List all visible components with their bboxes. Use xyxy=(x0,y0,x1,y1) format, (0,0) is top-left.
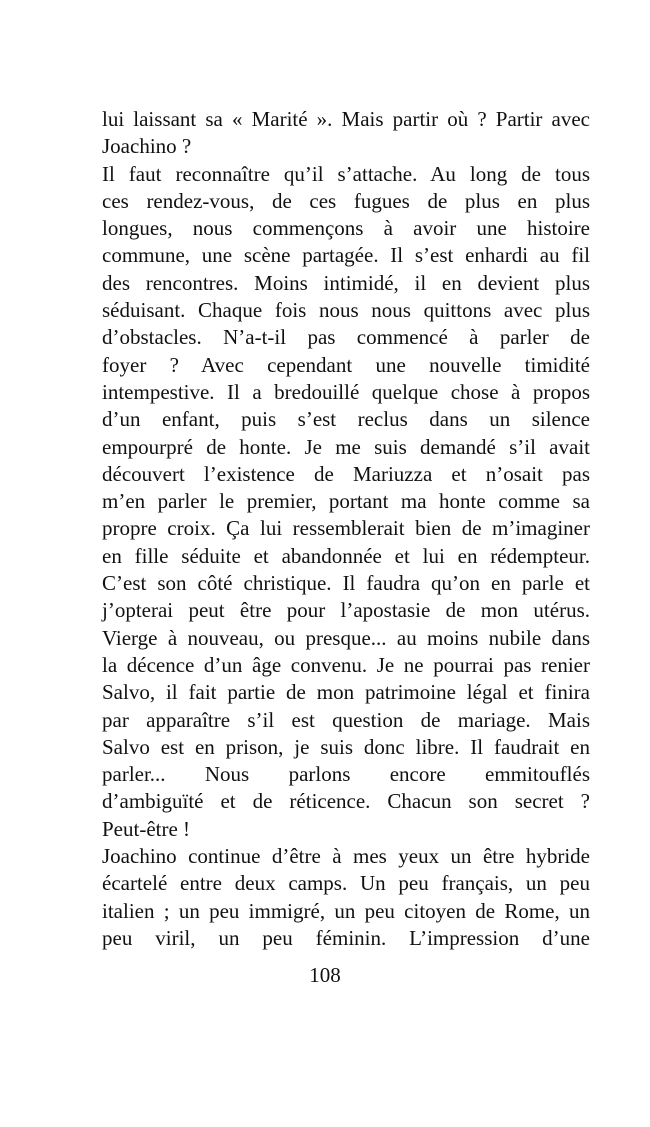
text-line: des rencontres. Moins intimidé, il en devient plus xyxy=(102,270,590,295)
text-line: Salvo, il fait partie de mon patrimoine légal et finira xyxy=(102,680,590,705)
text-line: j’opterai peut être pour l’apostasie de mon utérus. xyxy=(102,598,590,623)
text-line: d’obstacles. N’a-t-il pas commencé à parler de xyxy=(102,325,590,350)
text-line: foyer ? Avec cependant une nouvelle timidité xyxy=(102,352,590,377)
text-line: empourpré de honte. Je me suis demandé s’il avait xyxy=(102,434,590,459)
text-line: Peut-être ! xyxy=(102,816,191,841)
text-line: m’en parler le premier, portant ma honte comme sa xyxy=(102,489,590,514)
text-line: la décence d’un âge convenu. Je ne pourrai pas renier xyxy=(102,652,590,677)
text-line: parler... Nous parlons encore emmitouflés xyxy=(102,762,590,787)
text-line: C’est son côté christique. Il faudra qu’on en parle et xyxy=(102,571,590,596)
text-line: propre croix. Ça lui ressemblerait bien de m’imaginer xyxy=(102,516,590,541)
body-text xyxy=(102,106,590,952)
text-line: écartelé entre deux camps. Un peu français, un peu xyxy=(102,871,590,896)
text-line: Joachino continue d’être à mes yeux un être hybride xyxy=(102,844,590,869)
text-line: commune, une scène partagée. Il s’est enhardi au fil xyxy=(102,243,590,268)
text-line: Il faut reconnaître qu’il s’attache. Au long de tous xyxy=(102,161,590,186)
text-line: italien ; un peu immigré, un peu citoyen de Rome, un xyxy=(102,898,590,923)
page-number: 108 xyxy=(309,963,341,987)
text-line: ces rendez-vous, de ces fugues de plus en plus xyxy=(102,188,590,213)
text-line: intempestive. Il a bredouillé quelque chose à propos xyxy=(102,379,590,404)
text-line: Vierge à nouveau, ou presque... au moins nubile dans xyxy=(102,625,590,650)
text-line: découvert l’existence de Mariuzza et n’osait pas xyxy=(102,461,590,486)
text-line: en fille séduite et abandonnée et lui en rédempteur. xyxy=(102,543,590,568)
text-line: lui laissant sa « Marité ». Mais partir où ? Partir avec xyxy=(102,107,590,131)
text-line: par apparaître s’il est question de mariage. Mais xyxy=(102,707,590,732)
text-line: d’ambiguïté et de réticence. Chacun son secret ? xyxy=(102,789,590,814)
text-line: peu viril, un peu féminin. L’impression d’une xyxy=(102,925,590,950)
text-line: d’un enfant, puis s’est reclus dans un silence xyxy=(102,407,590,432)
text-line: Joachino ? xyxy=(102,134,192,159)
text-line: séduisant. Chaque fois nous nous quittons avec plus xyxy=(102,298,590,323)
text-line: Salvo est en prison, je suis donc libre. Il faudrait en xyxy=(102,734,590,759)
text-line: longues, nous commençons à avoir une histoire xyxy=(102,216,590,241)
